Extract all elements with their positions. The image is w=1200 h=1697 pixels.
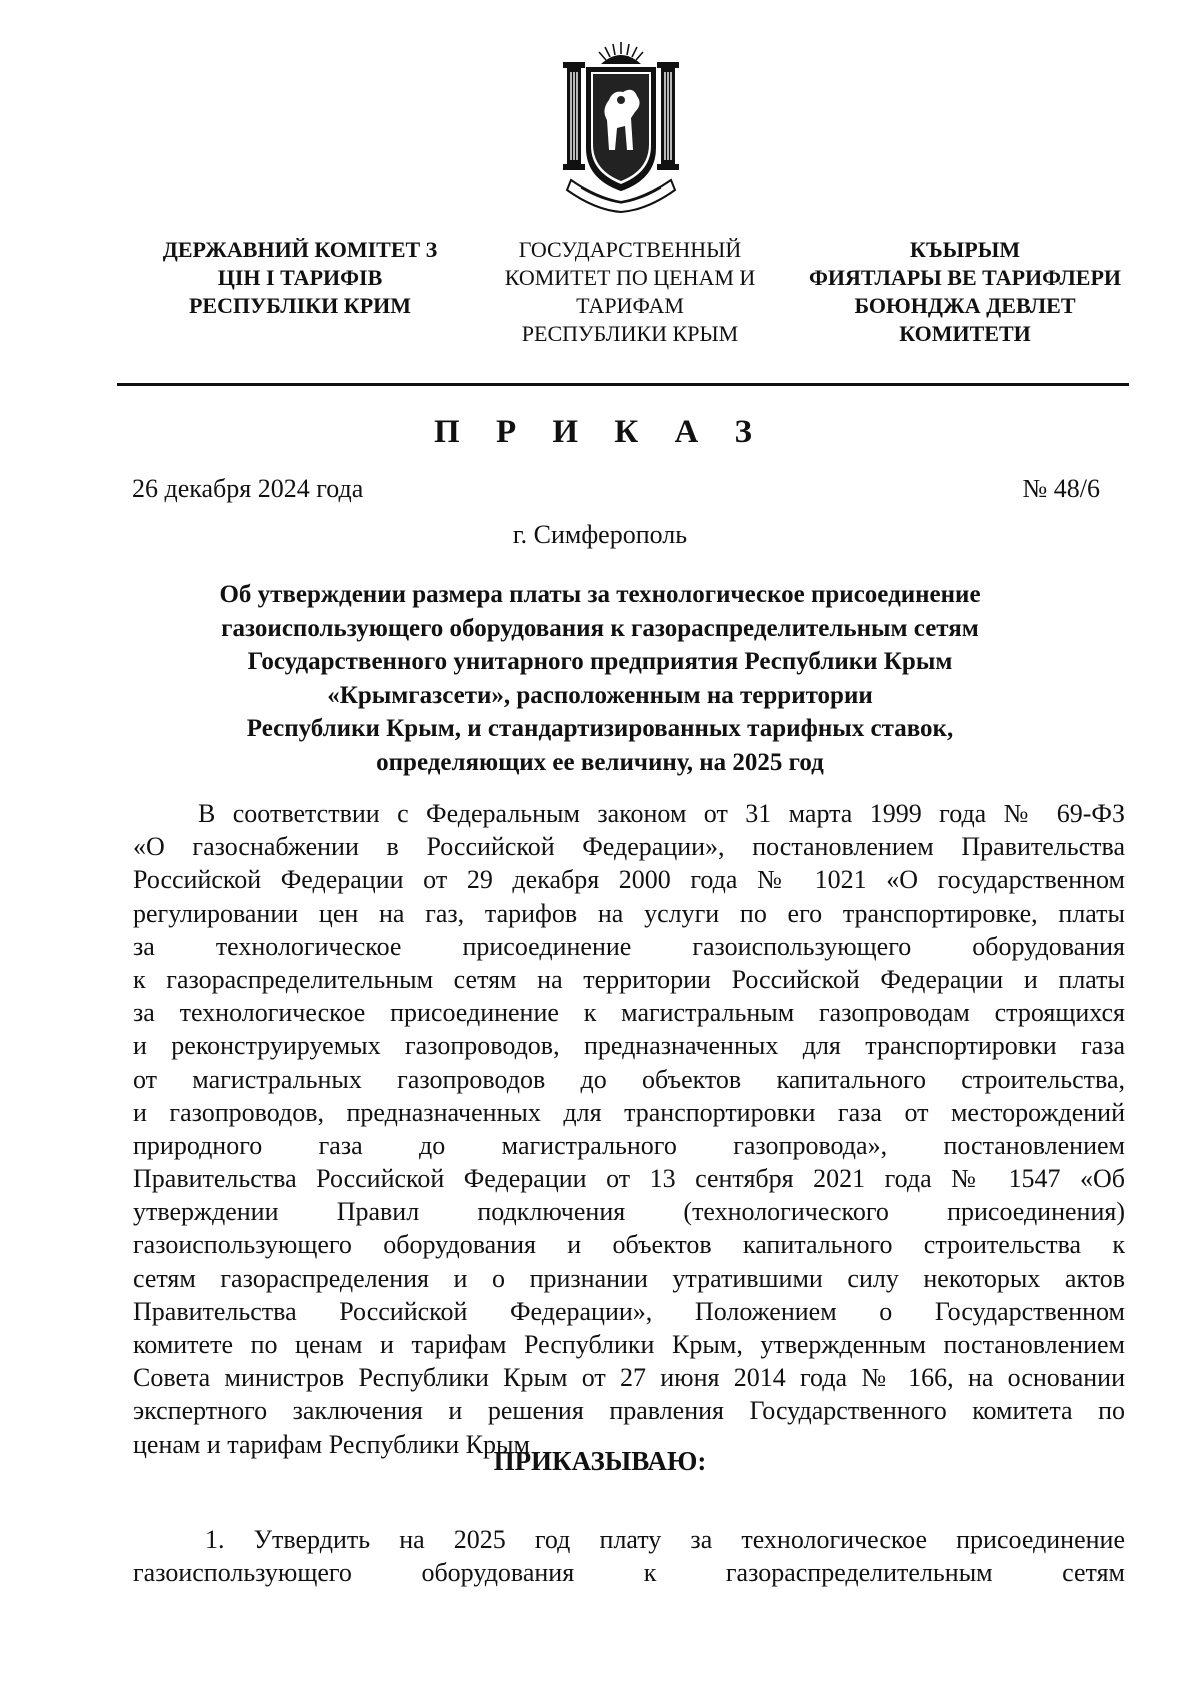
- header-ru-line: ГОСУДАРСТВЕННЫЙ: [518, 237, 742, 262]
- header-crh-line: КЪЫРЫМ: [909, 237, 1021, 262]
- subject-line: определяющих ее величину, на 2025 год: [376, 748, 824, 776]
- paragraph-line: регулировании цен на газ, тарифов на услуги по его транспортировке, платы: [133, 898, 1125, 928]
- subject-line: Республики Крым, и стандартизированных тарифных ставок,: [246, 715, 954, 742]
- header-crh-line: ФИЯТЛАРЫ ВЕ ТАРИФЛЕРИ: [808, 265, 1122, 290]
- paragraph-line: экспертного заключения и решения правления Государственного комитета по: [133, 1396, 1125, 1426]
- header-ua-line: ЦІН І ТАРИФІВ: [217, 265, 383, 290]
- subject-line: Государственного унитарного предприятия Республики Крым: [247, 648, 953, 675]
- header-crh-line: БОЮНДЖА ДЕВЛЕТ: [854, 293, 1076, 318]
- order-item-1: [133, 1523, 1125, 1589]
- header-ua-line: РЕСПУБЛІКИ КРИМ: [188, 293, 412, 318]
- subject-line: «Крымгазсети», расположенным на территории: [327, 681, 873, 709]
- paragraph-line: «О газоснабжении в Российской Федерации», постановлением Правительства: [133, 832, 1125, 862]
- header-ukrainian: [140, 236, 460, 320]
- paragraph-line: сетям газораспределения и о признании утратившими силу некоторых актов: [133, 1263, 1125, 1293]
- subject-line: Об утверждении размера платы за технологическое присоединение: [219, 581, 981, 608]
- paragraph-line: от магистральных газопроводов до объектов капитального строительства,: [133, 1064, 1125, 1094]
- document-title: П Р И К А З: [434, 414, 766, 450]
- header-ru-line: КОМИТЕТ ПО ЦЕНАМ И: [504, 265, 756, 290]
- paragraph-line: и газопроводов, предназначенных для транспортировки газа от месторождений: [133, 1097, 1125, 1127]
- header-crimean-tatar: [800, 236, 1130, 348]
- paragraph-line: за технологическое присоединение газоиспользующего оборудования: [133, 931, 1125, 961]
- document-number: № 48/6: [1022, 474, 1100, 503]
- paragraph-line: ценам и тарифам Республики Крым: [133, 1429, 530, 1459]
- header-divider: [117, 383, 1129, 386]
- paragraph-line: В соответствии с Федеральным законом от 31 марта 1999 года № 69-ФЗ: [198, 799, 1125, 828]
- paragraph-line: комитете по ценам и тарифам Республики Крым, утвержденным постановлением: [133, 1330, 1125, 1359]
- document-date: 26 декабря 2024 года: [132, 474, 364, 503]
- paragraph-line: утверждении Правил подключения (технологического присоединения): [133, 1197, 1125, 1227]
- header-crh-line: КОМИТЕТИ: [899, 321, 1031, 346]
- paragraph-line: природного газа до магистрального газопровода», постановлением: [133, 1130, 1125, 1160]
- paragraph-line: Совета министров Республики Крым от 27 июня 2014 года № 166, на основании: [133, 1363, 1125, 1393]
- header-ua-line: ДЕРЖАВНИЙ КОМІТЕТ З: [162, 237, 438, 262]
- header-ru-line: РЕСПУБЛИКИ КРЫМ: [521, 321, 739, 346]
- paragraph-line: Правительства Российской Федерации», Положением о Государственном: [133, 1296, 1125, 1326]
- paragraph-line: к газораспределительным сетям на территории Российской Федерации и платы: [133, 964, 1125, 994]
- paragraph-line: за технологическое присоединение к магистральным газопроводам строящихся: [133, 998, 1125, 1028]
- crimea-coat-of-arms-icon: [557, 38, 685, 214]
- header-ru-line: ТАРИФАМ: [576, 293, 684, 318]
- subject-line: газоиспользующего оборудования к газораспределительным сетям: [221, 614, 979, 642]
- item-line: газоиспользующего оборудования к газораспределительным сетям: [133, 1558, 1125, 1588]
- paragraph-line: и реконструируемых газопроводов, предназначенных для транспортировки газа: [133, 1031, 1125, 1061]
- paragraph-line: Правительства Российской Федерации от 13 сентября 2021 года № 1547 «Об: [133, 1164, 1125, 1194]
- document-city: г. Симферополь: [512, 520, 688, 549]
- header-russian: [470, 236, 790, 348]
- document-subject: [160, 578, 1040, 779]
- paragraph-line: Российской Федерации от 29 декабря 2000 года № 1021 «О государственном: [133, 865, 1125, 895]
- item-line: 1. Утвердить на 2025 год плату за технологическое присоединение: [205, 1525, 1125, 1554]
- paragraph-line: газоиспользующего оборудования и объектов капитального строительства к: [133, 1230, 1125, 1260]
- preamble-paragraph: [133, 797, 1125, 1461]
- order-heading: ПРИКАЗЫВАЮ:: [493, 1446, 707, 1476]
